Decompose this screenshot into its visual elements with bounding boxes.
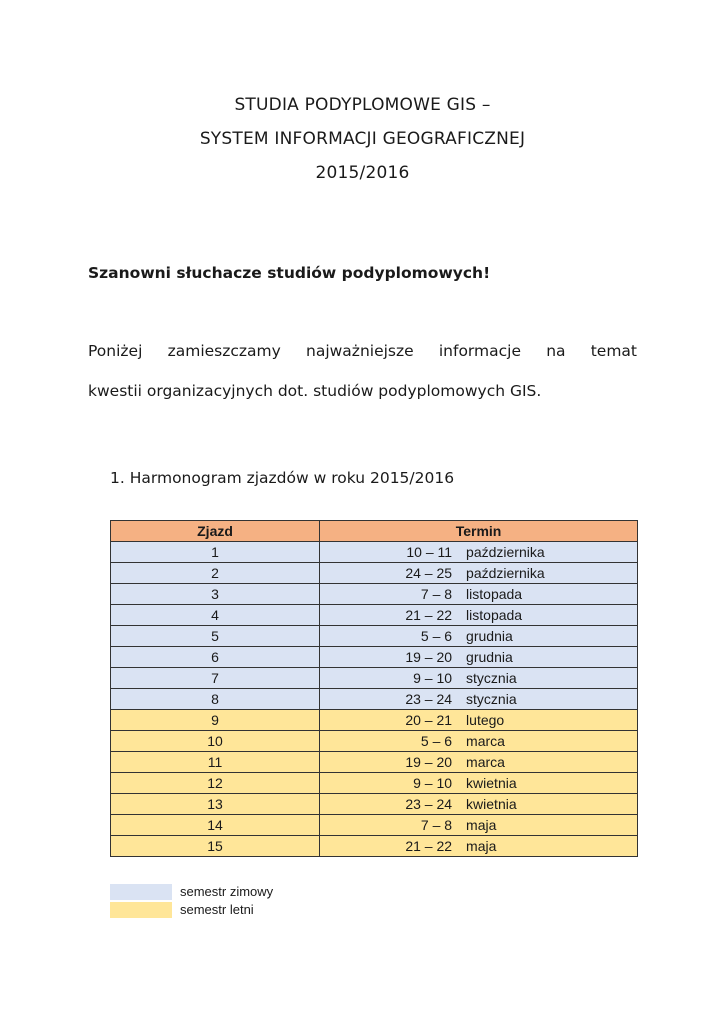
termin-month: listopada — [466, 607, 523, 623]
intro-paragraph — [88, 331, 637, 411]
legend-item-winter — [110, 884, 410, 900]
table-row — [111, 689, 638, 710]
cell-zjazd: 6 — [111, 647, 320, 668]
termin-dates: 7 – 8 — [420, 817, 453, 833]
termin-dates: 19 – 20 — [405, 754, 453, 770]
termin-dates: 19 – 20 — [405, 649, 453, 665]
termin-wrap — [320, 752, 637, 772]
schedule-table-body — [111, 542, 638, 857]
termin-dates: 21 – 22 — [405, 607, 453, 623]
termin-dates: 9 – 10 — [413, 775, 453, 791]
termin-wrap — [320, 647, 637, 667]
table-row — [111, 710, 638, 731]
cell-zjazd: 5 — [111, 626, 320, 647]
cell-zjazd: 2 — [111, 563, 320, 584]
cell-zjazd: 7 — [111, 668, 320, 689]
legend-item-summer — [110, 902, 410, 918]
termin-month: maja — [466, 838, 497, 854]
termin-dates: 9 – 10 — [413, 670, 453, 686]
termin-dates: 23 – 24 — [405, 691, 453, 707]
cell-termin — [320, 773, 638, 794]
header-termin: Termin — [320, 521, 638, 542]
cell-termin — [320, 668, 638, 689]
termin-month: kwietnia — [466, 796, 517, 812]
cell-termin — [320, 626, 638, 647]
termin-dates: 5 – 6 — [420, 628, 453, 644]
termin-wrap — [320, 815, 637, 835]
cell-termin — [320, 752, 638, 773]
schedule-heading: 1. Harmonogram zjazdów w roku 2015/2016 — [110, 469, 455, 487]
termin-wrap — [320, 605, 637, 625]
table-row — [111, 542, 638, 563]
legend-label-summer: semestr letni — [180, 902, 254, 917]
table-row — [111, 563, 638, 584]
termin-dates: 23 – 24 — [405, 796, 453, 812]
cell-zjazd: 10 — [111, 731, 320, 752]
termin-dates: 10 – 11 — [406, 544, 453, 560]
termin-dates: 7 – 8 — [420, 586, 453, 602]
termin-wrap — [320, 542, 637, 562]
termin-month: grudnia — [466, 628, 513, 644]
table-row — [111, 626, 638, 647]
header-zjazd: Zjazd — [111, 521, 320, 542]
termin-wrap — [320, 689, 637, 709]
termin-month: lutego — [466, 712, 505, 728]
cell-termin — [320, 815, 638, 836]
cell-zjazd: 14 — [111, 815, 320, 836]
table-row — [111, 752, 638, 773]
termin-month: grudnia — [466, 649, 513, 665]
cell-zjazd: 3 — [111, 584, 320, 605]
termin-dates: 21 – 22 — [405, 838, 453, 854]
legend-label-winter: semestr zimowy — [180, 884, 274, 899]
table-row — [111, 584, 638, 605]
cell-zjazd: 9 — [111, 710, 320, 731]
cell-zjazd: 13 — [111, 794, 320, 815]
cell-termin — [320, 647, 638, 668]
cell-termin — [320, 836, 638, 857]
termin-dates: 24 – 25 — [405, 565, 453, 581]
table-row — [111, 794, 638, 815]
table-row — [111, 815, 638, 836]
termin-wrap — [320, 710, 637, 730]
cell-termin — [320, 563, 638, 584]
termin-month: października — [466, 565, 545, 581]
termin-wrap — [320, 626, 637, 646]
table-row — [111, 836, 638, 857]
cell-zjazd: 1 — [111, 542, 320, 563]
title-line-1: STUDIA PODYPLOMOWE GIS – — [234, 95, 491, 115]
cell-termin — [320, 542, 638, 563]
cell-termin — [320, 710, 638, 731]
cell-termin — [320, 731, 638, 752]
intro-line-1: Poniżej zamieszczamy najważniejsze informacje na temat — [88, 342, 637, 360]
termin-wrap — [320, 794, 637, 814]
termin-dates: 5 – 6 — [420, 733, 453, 749]
cell-termin — [320, 689, 638, 710]
termin-dates: 20 – 21 — [405, 712, 453, 728]
cell-zjazd: 8 — [111, 689, 320, 710]
cell-zjazd: 4 — [111, 605, 320, 626]
termin-wrap — [320, 584, 637, 604]
termin-month: marca — [466, 733, 505, 749]
table-row — [111, 605, 638, 626]
title-line-2: SYSTEM INFORMACJI GEOGRAFICZNEJ — [199, 129, 526, 149]
termin-month: października — [466, 544, 545, 560]
title-line-3: 2015/2016 — [315, 163, 410, 183]
cell-termin — [320, 794, 638, 815]
termin-month: stycznia — [466, 670, 517, 686]
termin-month: marca — [466, 754, 505, 770]
termin-month: kwietnia — [466, 775, 517, 791]
legend-swatch-summer — [110, 902, 172, 918]
cell-termin — [320, 605, 638, 626]
schedule-table — [110, 520, 638, 857]
termin-wrap — [320, 731, 637, 751]
greeting-heading: Szanowni słuchacze studiów podyplomowych! — [88, 264, 491, 282]
cell-zjazd: 11 — [111, 752, 320, 773]
termin-wrap — [320, 773, 637, 793]
table-row — [111, 668, 638, 689]
document-title — [0, 88, 725, 190]
termin-month: maja — [466, 817, 497, 833]
table-row — [111, 647, 638, 668]
termin-wrap — [320, 668, 637, 688]
cell-termin — [320, 584, 638, 605]
table-header-row — [111, 521, 638, 542]
termin-month: stycznia — [466, 691, 517, 707]
termin-wrap — [320, 836, 637, 856]
cell-zjazd: 15 — [111, 836, 320, 857]
table-row — [111, 731, 638, 752]
table-row — [111, 773, 638, 794]
termin-wrap — [320, 563, 637, 583]
termin-month: listopada — [466, 586, 523, 602]
legend-swatch-winter — [110, 884, 172, 900]
intro-line-2: kwestii organizacyjnych dot. studiów podyplomowych GIS. — [88, 382, 542, 400]
cell-zjazd: 12 — [111, 773, 320, 794]
